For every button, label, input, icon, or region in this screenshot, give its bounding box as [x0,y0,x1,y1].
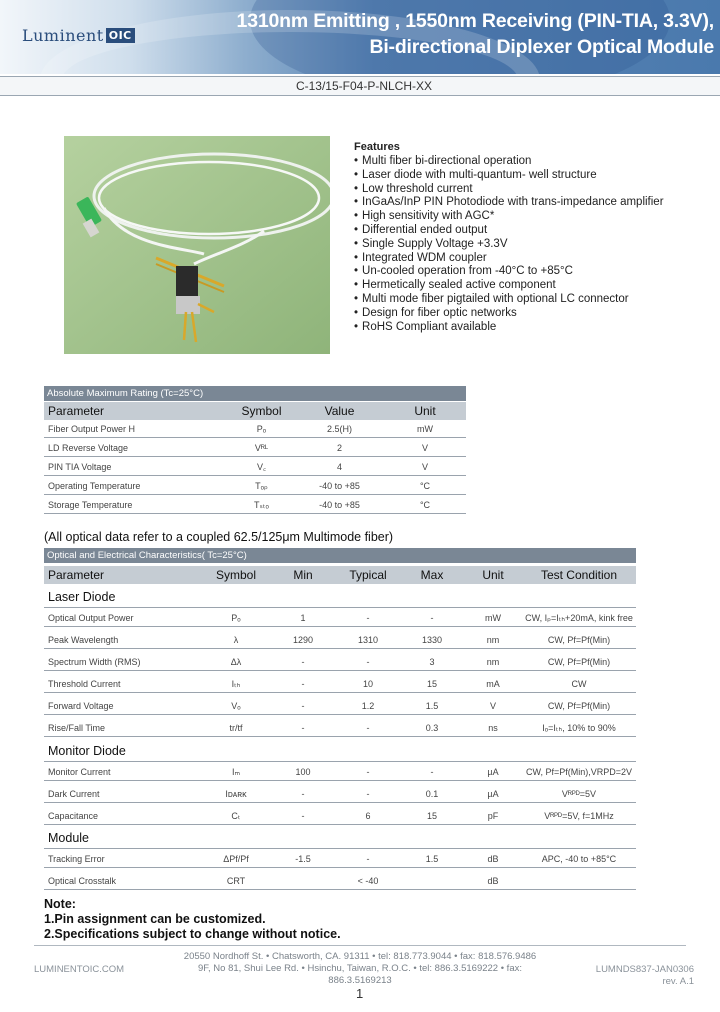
cell: °C [419,500,431,510]
cell: Monitor Current [48,767,111,777]
cell: Spectrum Width (RMS) [48,657,141,667]
cell: Fiber Output Power H [48,424,136,434]
col-symbol: Symbol [215,568,256,582]
cell [400,872,464,890]
cell: λ [233,635,239,645]
cell: mW [485,613,501,623]
cell: - [301,723,305,733]
table-row [44,872,636,890]
col-parameter: Parameter [48,568,105,582]
cell: µA [487,789,499,799]
cell: - [366,854,370,864]
cell: - [301,701,305,711]
cell: Iₜₕ [231,679,241,689]
table-row [44,458,466,476]
table-header-row [44,402,466,420]
feature-item: • Laser diode with multi-quantum- well structure [354,169,664,183]
cell: - [366,789,370,799]
cell: 2.5(H) [326,424,352,434]
feature-item: • Integrated WDM coupler [354,252,664,266]
feature-item: • Low threshold current [354,183,664,197]
cell: 4 [336,462,342,472]
feature-item: • High sensitivity with AGC* [354,210,664,224]
address-line: 20550 Nordhoff St. • Chatsworth, CA. 91311 • tel: 818.773.9044 • fax: 818.576.9486 [183,951,537,962]
cell: V [421,443,428,453]
table-row [44,763,636,781]
cell: Pₒ [256,424,267,434]
cell: 15 [426,811,437,821]
cell: 1310 [357,635,379,645]
cell: 0.3 [425,723,439,733]
table-row [44,496,466,514]
feature-item: • Differential ended output [354,224,664,238]
cell: - [366,657,370,667]
cell [270,872,336,890]
cell: Cₜ [231,811,241,821]
cell: 1 [300,613,306,623]
feature-item: • Design for fiber optic networks [354,307,664,321]
part-number-bar [0,76,720,96]
cell: 2 [336,443,342,453]
cell: CW [571,679,587,689]
cell: Δλ [230,657,242,667]
table-row [44,719,636,737]
cell: nm [486,657,500,667]
cell: Storage Temperature [48,500,133,510]
cell: - [430,613,434,623]
cell: CW, Iₚ=Iₜₕ+20mA, kink free [525,613,633,623]
page-title: 1310nm Emitting , 1550nm Receiving (PIN-TIA, 3.3V), Bi-directional Diplexer Optical Module [236,10,714,58]
cell: - [301,811,305,821]
cell: ΔPf/Pf [223,854,249,864]
section-laser-diode: Laser Diode [44,586,636,608]
cell: Rise/Fall Time [48,723,106,733]
cell: Vₒ [231,701,241,711]
col-unit: Unit [414,404,436,418]
product-photo [64,136,330,354]
cell: dB [487,876,499,886]
cell: Optical Output Power [48,613,134,623]
cell: APC, -40 to +85°C [541,854,617,864]
page-number: 1 [356,986,364,1001]
cell: Iₘ [231,767,241,777]
cell: CW, Pf=Pf(Min) [547,657,611,667]
cell: Iᴅᴀʀᴋ [225,789,247,799]
col-unit: Unit [482,568,504,582]
table-row [44,697,636,715]
cell: pF [487,811,499,821]
header-banner [0,0,720,74]
cell: ns [488,723,498,733]
cell: Vᴿᴾᴰ=5V, f=1MHz [544,811,614,821]
cell: Vᴿᴸ [254,443,269,453]
footer-url[interactable]: LUMINENTOIC.COM [34,964,125,975]
table-row [44,477,466,495]
cell: CW, Pf=Pf(Min) [547,701,611,711]
fiber-note: (All optical data refer to a coupled 62.5/125μm Multimode fiber) [44,530,394,544]
col-typical: Typical [349,568,387,582]
section-module: Module [44,827,636,849]
cell: 3 [429,657,435,667]
col-max: Max [420,568,444,582]
cell [522,872,636,890]
cell: 10 [362,679,373,689]
footer-doc-id [596,964,694,988]
table-row [44,439,466,457]
cell: Tₒₚ [255,481,268,491]
table-row [44,653,636,671]
cell: Capacitance [48,811,99,821]
col-symbol: Symbol [241,404,282,418]
cell: - [430,767,434,777]
cell: - [366,613,370,623]
notes-block [44,897,341,942]
cell: 100 [295,767,311,777]
cell: 1290 [292,635,314,645]
table-row [44,785,636,803]
cell: V [489,701,496,711]
col-parameter: Parameter [48,404,105,418]
feature-item: • Multi fiber bi-directional operation [354,155,664,169]
cell: CW, Pf=Pf(Min) [547,635,611,645]
table-row [44,807,636,825]
cell: - [301,789,305,799]
col-min: Min [293,568,313,582]
cell: - [301,657,305,667]
absolute-max-rating-table [44,386,466,516]
cell: Dark Current [48,789,100,799]
cell: °C [419,481,431,491]
cell: Operating Temperature [48,481,141,491]
luminent-logo: Luminent OIC [22,26,135,45]
cell: tr/tf [229,723,243,733]
cell: -40 to +85 [319,481,360,491]
table-row [44,675,636,693]
cell: Optical Crosstalk [48,876,117,886]
footer-divider [34,945,686,946]
cell: 1.5 [425,701,439,711]
cell: -40 to +85 [319,500,360,510]
cell: Peak Wavelength [48,635,119,645]
note-item: 1.Pin assignment can be customized. [44,912,266,926]
col-test-condition: Test Condition [540,568,618,582]
cell: 6 [365,811,371,821]
cell: µA [487,767,499,777]
note-item: 2.Specifications subject to change without notice. [44,927,341,941]
cell: Iₒ=Iₜₕ, 10% to 90% [542,723,616,733]
cell: 0.1 [425,789,439,799]
revision: rev. A.1 [662,976,694,987]
table-row [44,631,636,649]
cell: mW [417,424,433,434]
cell: 1.2 [361,701,375,711]
cell: Pₒ [231,613,241,623]
cell: V [421,462,428,472]
cell: Tₛₜₒ [254,500,269,510]
table-header-row [44,566,636,584]
cell: - [366,723,370,733]
feature-item: • Single Supply Voltage +3.3V [354,238,664,252]
cell: - [301,679,305,689]
cell: < -40 [357,876,379,886]
address-line: 9F, No 81, Shui Lee Rd. • Hsinchu, Taiwan, R.O.C. • tel: 886.3.5169222 • fax: 886.3.5169213 [197,963,522,986]
table-band-title: Optical and Electrical Characteristics( Tc=25°C) [44,548,636,563]
cell: Forward Voltage [48,701,114,711]
cell: - [366,767,370,777]
cell: 1330 [421,635,443,645]
footer-address [170,951,550,987]
cell: 1.5 [425,854,439,864]
features-heading: Features [354,141,400,153]
cell: nm [486,635,500,645]
col-value: Value [324,404,355,418]
feature-item: • Multi mode fiber pigtailed with optional LC connector [354,293,664,307]
cell: LD Reverse Voltage [48,443,129,453]
cell: Vᴿᴾᴰ=5V [561,789,597,799]
part-number: C-13/15-F04-P-NLCH-XX [295,79,432,93]
cell: -1.5 [295,854,311,864]
optical-electrical-table [44,548,636,894]
feature-item: • Un-cooled operation from -40°C to +85°C [354,265,664,279]
table-row [44,850,636,868]
feature-item: • Hermetically sealed active component [354,279,664,293]
features-list [354,141,664,334]
table-row [44,609,636,627]
cell: mA [486,679,500,689]
table-row [44,420,466,438]
cell: 15 [426,679,437,689]
table-band-title: Absolute Maximum Rating (Tc=25°C) [44,386,466,401]
cell: V꜀ [256,462,267,472]
cell: Threshold Current [48,679,121,689]
feature-item: • RoHS Compliant available [354,321,664,335]
cell: PIN TIA Voltage [48,462,112,472]
cell: dB [487,854,499,864]
fiber-module-illustration [64,136,330,354]
cell: Tracking Error [48,854,105,864]
cell: CW, Pf=Pf(Min),VRPD=2V [525,767,633,777]
doc-id: LUMNDS837-JAN0306 [595,964,694,975]
feature-item: • InGaAs/InP PIN Photodiode with trans-impedance amplifier [354,196,664,210]
section-monitor-diode: Monitor Diode [44,740,636,762]
notes-title: Note: [44,897,76,911]
cell: CRT [226,876,246,886]
